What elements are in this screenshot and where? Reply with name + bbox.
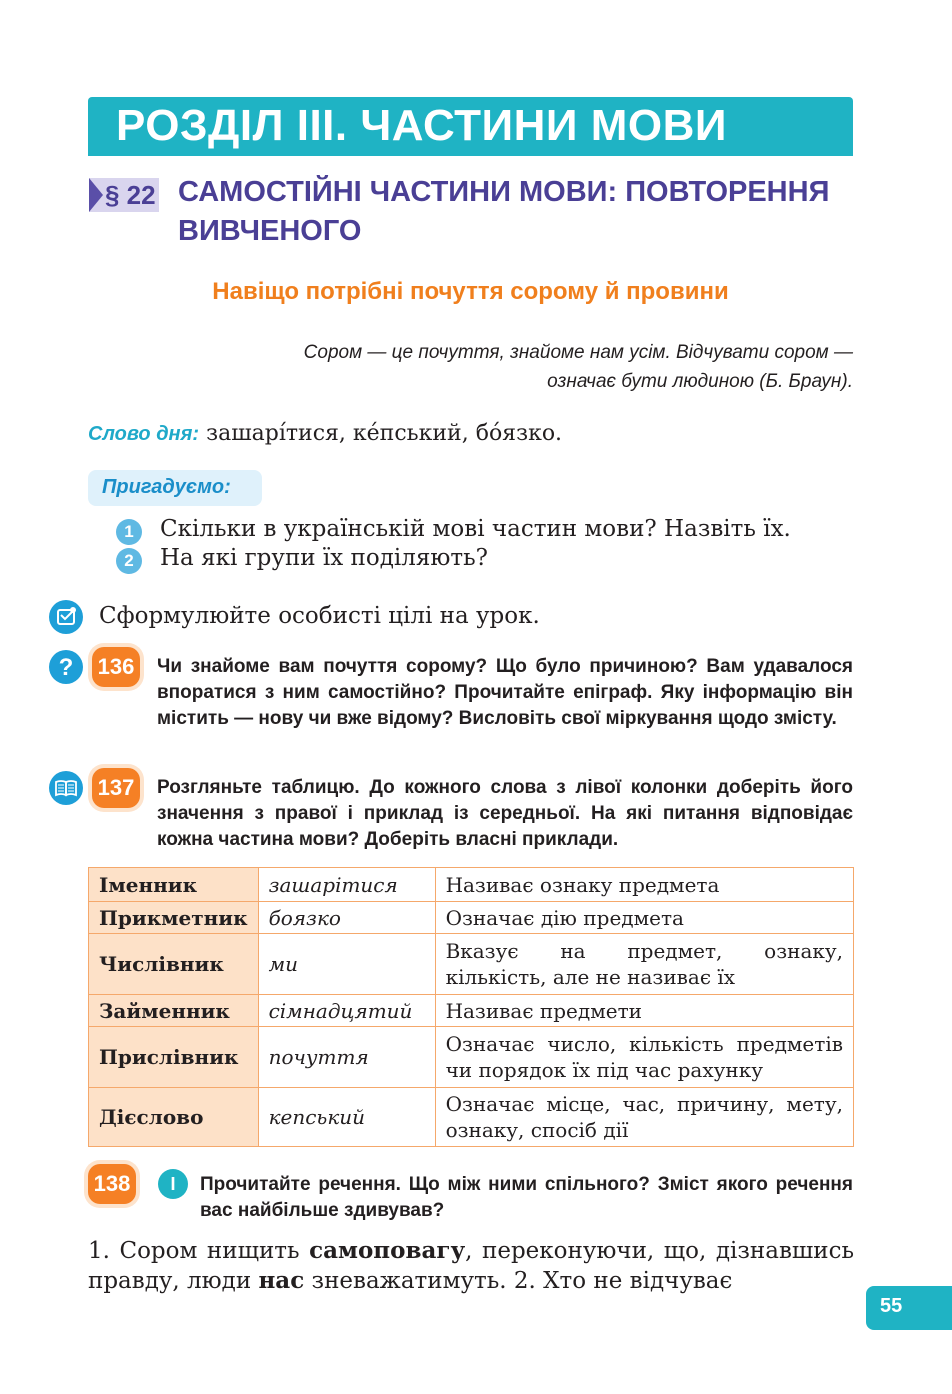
table-cell-part: Прикметник <box>89 902 259 934</box>
table-row <box>89 1027 854 1088</box>
question-number: 1 <box>116 519 142 545</box>
body-text-part: 1. Сором нищить <box>88 1238 310 1264</box>
individual-task-icon: І <box>158 1169 188 1199</box>
table-row <box>89 902 854 934</box>
body-text-bold: самоповагу <box>309 1237 466 1264</box>
section-badge <box>89 178 159 212</box>
table-cell-example: почуття <box>258 1027 435 1088</box>
lesson-subtitle: Навіщо потрібні почуття сорому й провини <box>212 278 729 305</box>
section-title: САМОСТІЙНІ ЧАСТИНИ МОВИ: ПОВТОРЕННЯ ВИВЧЕНОГО <box>178 176 830 247</box>
epigraph-line: означає бути людиною (Б. Браун). <box>547 371 853 392</box>
table-cell-meaning: Називає предмети <box>435 995 853 1027</box>
table-cell-meaning: Означає дію предмета <box>435 902 853 934</box>
recall-pill <box>88 470 262 506</box>
exercise-text: Розгляньте таблицю. До кожного слова з лівої колонки доберіть його значення з правої і приклад із середньої. На які питання відповідає кожна частина мови? Доберіть власні приклади. <box>157 777 853 850</box>
question-number: 2 <box>116 548 142 574</box>
table-cell-part: Дієслово <box>89 1088 259 1147</box>
table-row <box>89 934 854 995</box>
exercise-number-badge: 136 <box>92 647 140 687</box>
table-row <box>89 1088 854 1147</box>
exercise-text: Прочитайте речення. Що між ними спільного? Зміст якого речення вас найбільше здивував? <box>200 1174 853 1221</box>
book-icon <box>49 771 83 805</box>
table-cell-part: Іменник <box>89 868 259 902</box>
goal-icon <box>49 600 83 634</box>
table-cell-meaning: Вказує на предмет, ознаку, кількість, але не називає їх <box>435 934 853 995</box>
question-text: Скільки в українській мові частин мови? Назвіть їх. <box>160 516 791 542</box>
table-cell-part: Прислівник <box>89 1027 259 1088</box>
question-text: На які групи їх поділяють? <box>160 545 488 571</box>
chapter-title: РОЗДІЛ ІІІ. ЧАСТИНИ МОВИ <box>116 101 728 150</box>
recall-label: Пригадуємо: <box>102 476 231 498</box>
table-cell-part: Числівник <box>89 934 259 995</box>
table-cell-meaning: Означає число, кількість предметів чи порядок їх під час рахунку <box>435 1027 853 1088</box>
table-cell-meaning: Називає ознаку предмета <box>435 868 853 902</box>
chapter-banner <box>88 97 853 156</box>
body-text-bold: нас <box>258 1267 305 1294</box>
table-cell-example: сімнадцятий <box>258 995 435 1027</box>
exercise-number-badge: 137 <box>92 768 140 808</box>
exercise-number-badge: 138 <box>88 1164 136 1204</box>
section-arrow-icon <box>89 178 103 212</box>
page-number: 55 <box>880 1295 903 1317</box>
table-cell-example: боязко <box>258 902 435 934</box>
table-row <box>89 995 854 1027</box>
body-text-part: , переконуючи, що, дізнавшись правду, люди <box>88 1238 855 1294</box>
body-text <box>88 1236 854 1296</box>
table-cell-example: кепський <box>258 1088 435 1147</box>
table-cell-example: ми <box>258 934 435 995</box>
exercise-text: Чи знайоме вам почуття сорому? Що було причиною? Вам удавалося впоратися з ним самостійно? Прочитайте епіграф. Яку інформацію він містить — нову чи вже відому? Висловіть свої міркування щодо змісту. <box>157 656 853 729</box>
word-of-day-label: Слово дня: <box>88 423 200 445</box>
table-cell-part: Займенник <box>89 995 259 1027</box>
question-mark-icon <box>49 650 83 684</box>
parts-of-speech-table <box>88 867 854 1147</box>
table-cell-example: зашарітися <box>258 868 435 902</box>
epigraph <box>200 338 853 396</box>
epigraph-line: Сором — це почуття, знайоме нам усім. Відчувати сором — <box>303 342 853 363</box>
goal-task-text: Сформулюйте особисті цілі на урок. <box>99 603 540 629</box>
section-number: § 22 <box>105 180 156 210</box>
word-of-day <box>88 421 562 446</box>
body-text-part: зневажатимуть. 2. Хто не відчуває <box>304 1268 733 1294</box>
word-of-day-words: зашарі́тися, ке́пський, бо́язко. <box>206 421 563 446</box>
svg-text:?: ? <box>58 654 74 681</box>
table-row <box>89 868 854 902</box>
page-number-box <box>866 1286 952 1330</box>
table-cell-meaning: Означає місце, час, причину, мету, ознаку, спосіб дії <box>435 1088 853 1147</box>
